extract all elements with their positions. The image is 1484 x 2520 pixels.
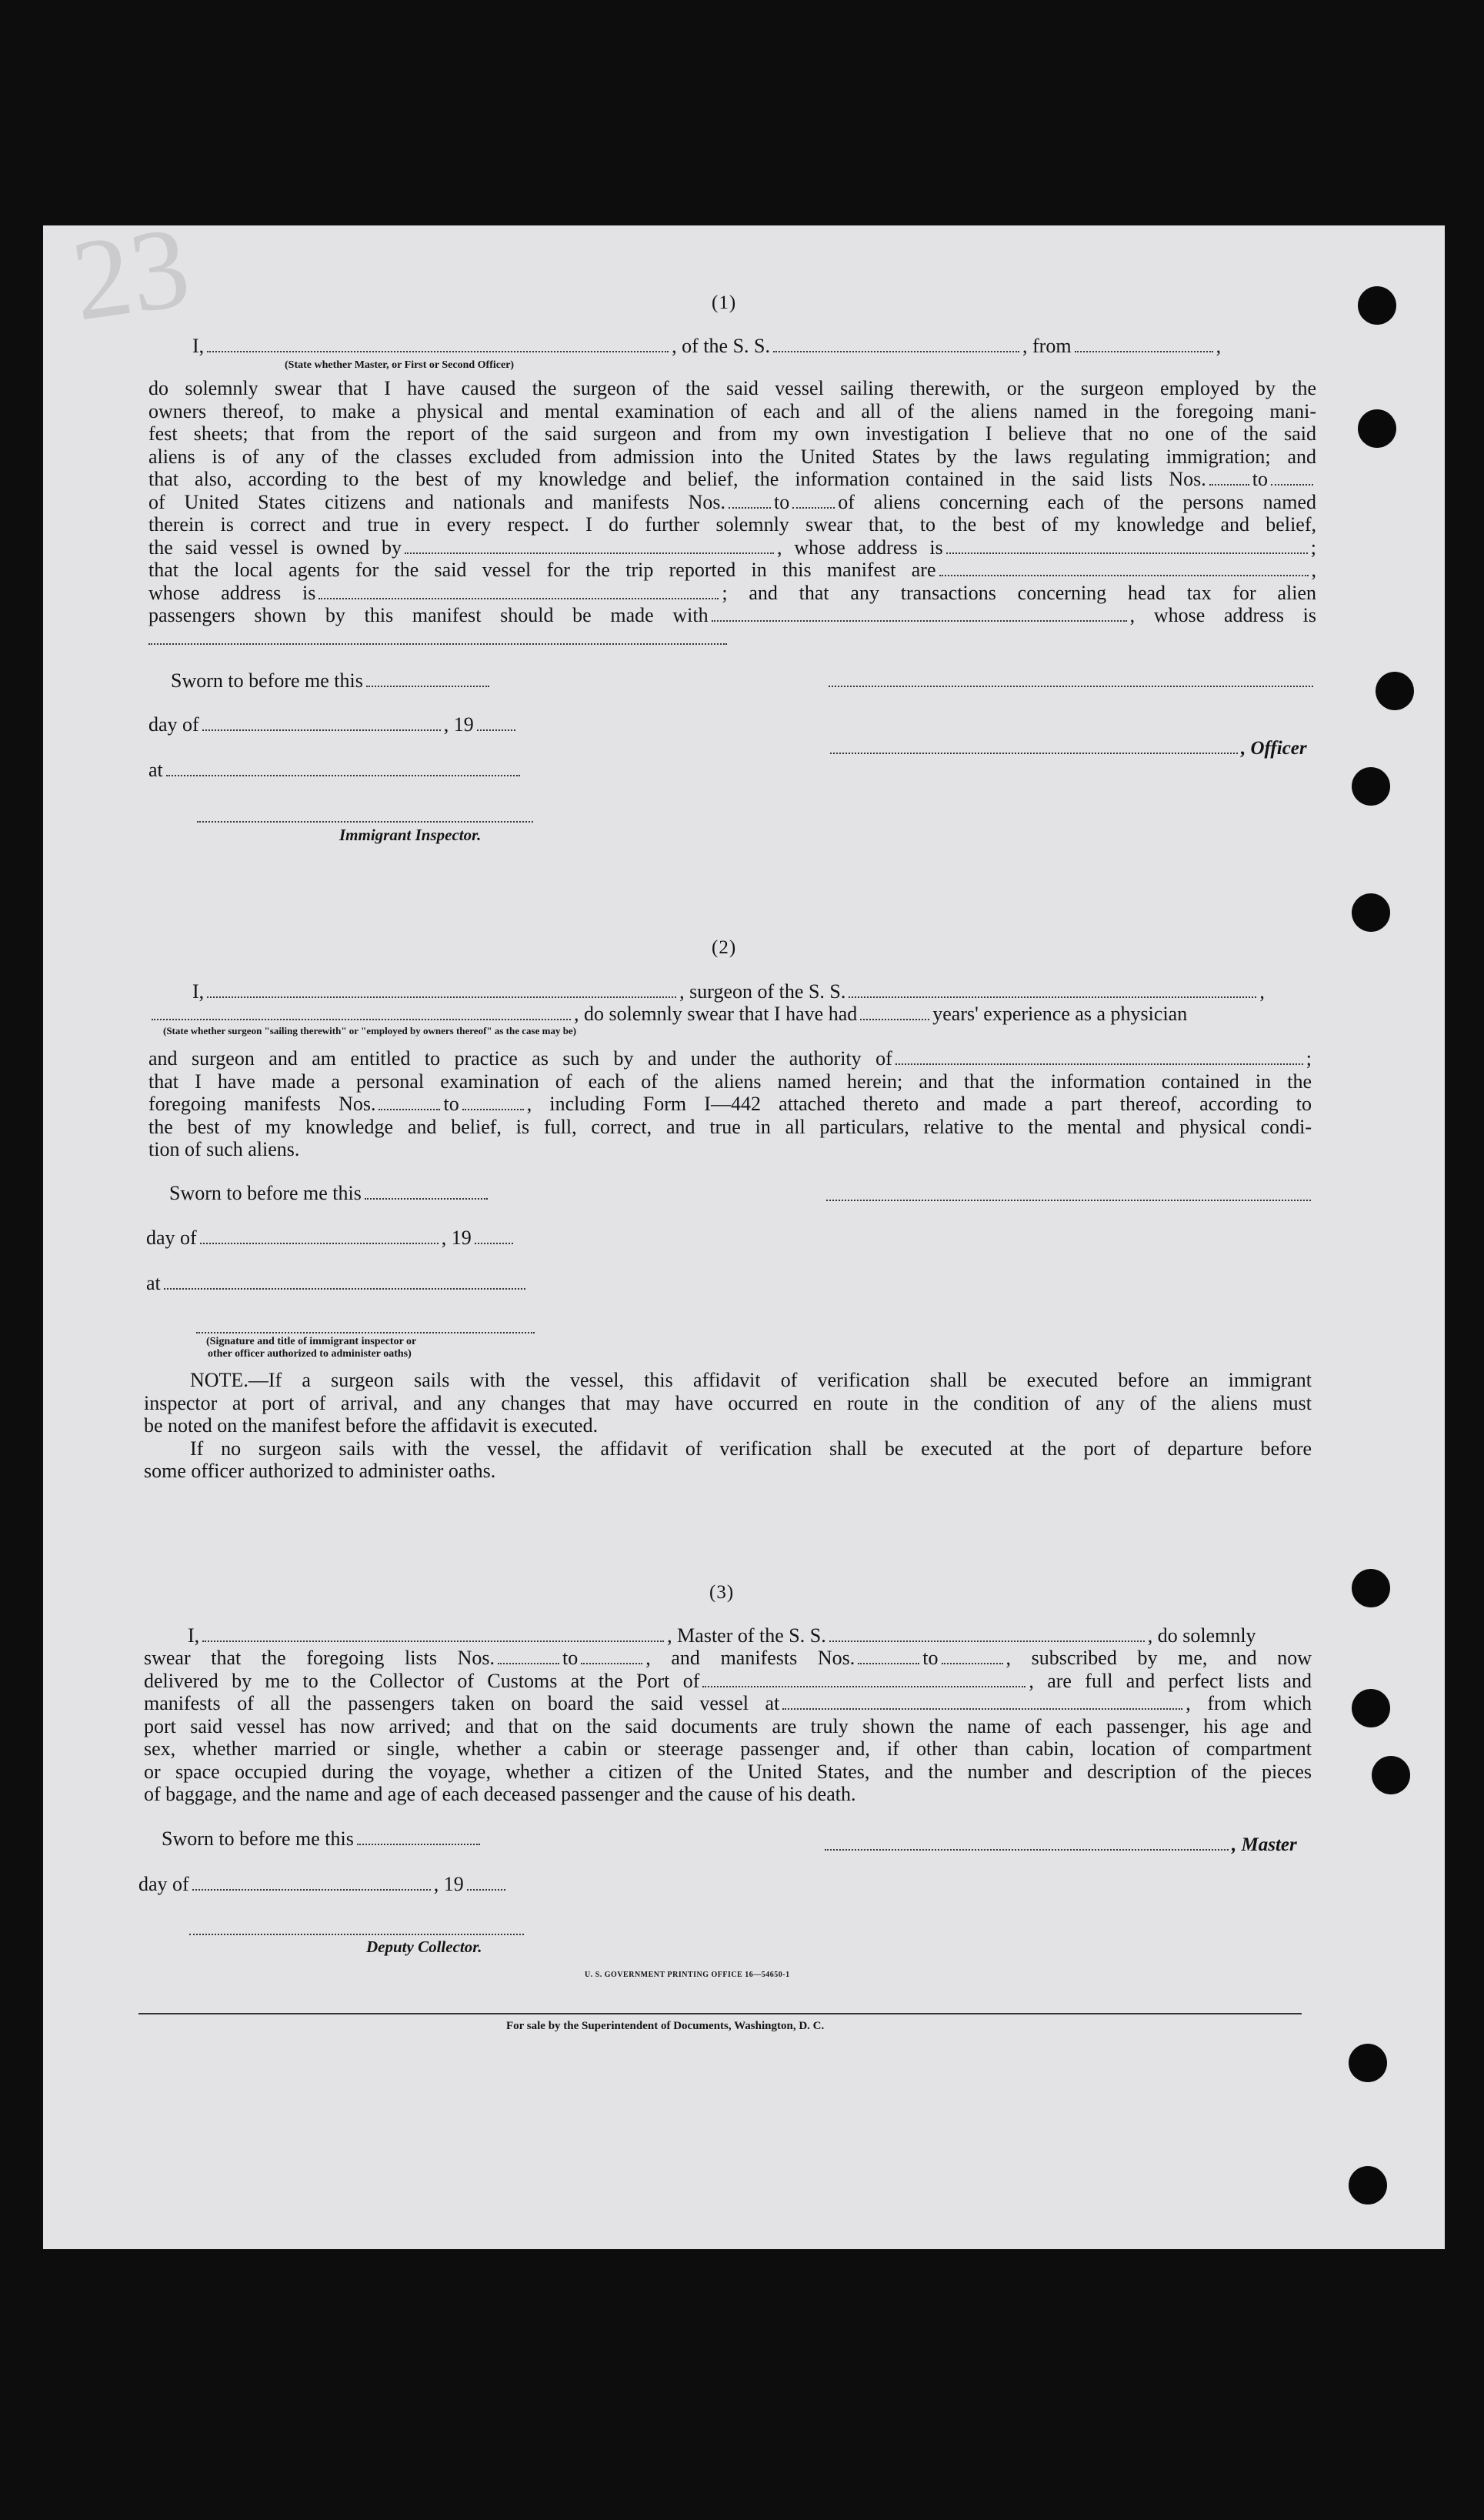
section-3-line-1 [188, 1624, 1256, 1647]
owner-address-blank[interactable] [946, 552, 1308, 554]
master-of-label: , Master of the S. S. [667, 1624, 826, 1647]
sworn-label: Sworn to before me this [169, 1182, 362, 1204]
body-line [148, 559, 1316, 582]
section-2-line-1 [192, 980, 1265, 1003]
to-label: to [922, 1647, 939, 1669]
punch-hole [1372, 1756, 1410, 1794]
section-1-day [148, 713, 519, 736]
body-line [148, 536, 1316, 559]
year-blank[interactable] [475, 1242, 513, 1244]
comma: , [1259, 980, 1265, 1003]
punch-hole [1376, 672, 1414, 710]
body-text: ; [1306, 1047, 1312, 1070]
section-1-body [148, 377, 1316, 627]
years-blank[interactable] [860, 1018, 929, 1020]
body-text: ; [1310, 536, 1316, 559]
swear-label: , do solemnly swear that I have had [574, 1003, 858, 1025]
officer-signature-blank[interactable] [830, 752, 1238, 754]
master-line [822, 1833, 1297, 1857]
body-line: owners thereof, to make a physical and mental examination of each and all of the aliens named in the foregoing mani- [148, 399, 1316, 422]
at-label: at [146, 1272, 161, 1294]
day-of-label: day of [146, 1227, 197, 1249]
manifests-to-blank[interactable] [462, 1108, 524, 1110]
note-line: If no surgeon sails with the vessel, the affidavit of verification shall be executed at the port of departure before [190, 1437, 1312, 1460]
inspector-title: Immigrant Inspector. [339, 826, 482, 844]
body-text: , whose address is [1129, 604, 1316, 626]
body-text: , including Form I—442 attached thereto and made a part thereof, according to [526, 1093, 1312, 1115]
punch-hole [1352, 1689, 1390, 1727]
section-1-line-1 [192, 335, 1221, 358]
punch-hole [1349, 2044, 1387, 2082]
master-signature-blank[interactable] [825, 1848, 1229, 1851]
years-label: years' experience as a physician [932, 1003, 1188, 1025]
ship-name-blank[interactable] [773, 350, 1019, 352]
section-3-body [144, 1647, 1312, 1806]
body-text: , whose address is [777, 536, 943, 559]
body-text: and surgeon and am entitled to practice as such by and under the authority of [148, 1047, 892, 1070]
place-blank[interactable] [164, 1287, 525, 1290]
place-blank[interactable] [166, 774, 520, 776]
body-line [144, 1692, 1312, 1715]
body-line: the best of my knowledge and belief, is full, correct, and true in all particulars, relative to the mental and physical condi- [148, 1115, 1312, 1138]
officer-line [827, 736, 1307, 760]
body-text: ; and that any transactions concerning head tax for alien [722, 581, 1316, 604]
punch-hole [1352, 767, 1390, 806]
note-line: be noted on the manifest before the affidavit is executed. [144, 1414, 599, 1437]
pronoun-i: I, [188, 1624, 200, 1647]
punch-hole [1352, 1569, 1390, 1607]
body-line: fest sheets; that from the report of the said surgeon and from my own investigation I believe that no one of the said [148, 422, 1316, 445]
printing-office-imprint: U. S. GOVERNMENT PRINTING OFFICE 16—54650-1 [585, 1971, 790, 1979]
lists-from-blank[interactable] [1209, 483, 1249, 486]
deputy-title: Deputy Collector. [366, 1938, 482, 1956]
body-line [144, 1647, 1312, 1670]
note-line: some officer authorized to administer oaths. [144, 1460, 496, 1482]
departure-port-blank[interactable] [782, 1707, 1182, 1710]
day-of-label: day of [148, 713, 199, 736]
comma: , [1216, 335, 1222, 357]
lists-from-blank[interactable] [498, 1662, 559, 1664]
body-line: or space occupied during the voyage, whether a citizen of the United States, and the number and description of the pieces [144, 1760, 1312, 1783]
month-blank[interactable] [200, 1242, 439, 1244]
sworn-label: Sworn to before me this [162, 1827, 354, 1850]
agents-blank[interactable] [939, 574, 1309, 576]
do-solemnly-label: , do solemnly [1147, 1624, 1256, 1647]
punch-hole [1358, 409, 1396, 448]
year-label: , 19 [433, 1873, 464, 1895]
note-line: NOTE.—If a surgeon sails with the vessel, this affidavit of verification shall be executed before an immigrant [190, 1369, 1312, 1391]
body-line [148, 582, 1316, 605]
year-blank[interactable] [467, 1888, 505, 1891]
section-2-body [148, 1047, 1312, 1161]
section-3-number: (3) [709, 1582, 735, 1603]
agents-address-blank[interactable] [318, 597, 719, 599]
body-line [144, 1670, 1312, 1693]
body-line: do solemnly swear that I have caused the surgeon of the said vessel sailing therewith, or the surgeon employed by the [148, 377, 1316, 399]
body-line: tion of such aliens. [148, 1138, 300, 1160]
surgeon-of-label: , surgeon of the S. S. [679, 980, 846, 1003]
body-text: delivered by me to the Collector of Customs at the Port of [144, 1669, 700, 1692]
body-line [148, 604, 1316, 627]
manifests-to-blank[interactable] [942, 1662, 1003, 1664]
owner-blank[interactable] [405, 552, 774, 554]
body-line: that I have made a personal examination of each of the aliens named herein; and that the information contained in the [148, 1070, 1312, 1093]
head-tax-party-blank[interactable] [712, 619, 1127, 622]
surgeon-name-blank[interactable] [207, 996, 676, 998]
section-2-at [146, 1272, 529, 1295]
section-2-day [146, 1227, 516, 1250]
punch-hole [1349, 2166, 1387, 2205]
section-3-day [138, 1873, 509, 1896]
ship-name-blank[interactable] [849, 996, 1256, 998]
punch-hole [1352, 893, 1390, 932]
sworn-date-blank[interactable] [365, 1197, 488, 1200]
body-text: that the local agents for the said vessel for the trip reported in this manifest are [148, 559, 936, 581]
to-label: to [1252, 468, 1268, 490]
master-name-blank[interactable] [202, 1640, 664, 1642]
body-text: , [1311, 559, 1316, 581]
section-2-number: (2) [712, 937, 737, 958]
section-2-note [144, 1369, 1312, 1483]
section-2-line-2 [148, 1003, 1187, 1026]
officer-signature-line[interactable] [196, 1331, 535, 1333]
body-line: sex, whether married or single, whether a cabin or steerage passenger and, if other than cabin, location of compartment [144, 1737, 1312, 1760]
body-text: passengers shown by this manifest should be made with [148, 604, 709, 626]
port-blank[interactable] [702, 1685, 1025, 1687]
signature-caption-1: (Signature and title of immigrant inspector or [206, 1336, 417, 1347]
body-text: , from which [1186, 1692, 1312, 1714]
section-1-at [148, 759, 523, 782]
sworn-date-blank[interactable] [357, 1843, 480, 1845]
body-line [148, 1093, 1312, 1116]
sworn-label: Sworn to before me this [171, 669, 363, 692]
to-label: to [773, 490, 790, 513]
note-line: inspector at port of arrival, and any changes that may have occurred en route in the condition of any of the aliens must [144, 1391, 1312, 1414]
punch-hole [1358, 286, 1396, 325]
body-line: therein is correct and true in every respect. I do further solemnly swear that, to the best of my knowledge and belief, [148, 513, 1316, 536]
section-1-sworn [171, 669, 492, 693]
body-line [148, 1047, 1312, 1070]
body-text: of United States citizens and nationals and manifests Nos. [148, 490, 725, 513]
section-1-number: (1) [712, 292, 737, 313]
body-text: whose address is [148, 581, 316, 604]
surgeon-caption: (State whether surgeon "sailing therewith" or "employed by owners thereof" as the case may be) [163, 1025, 577, 1036]
footer-rule [138, 2012, 1302, 2014]
pronoun-i: I, [192, 980, 205, 1003]
officer-signature-line-1[interactable] [829, 685, 1313, 687]
body-line [148, 491, 1316, 514]
body-text: , subscribed by me, and now [1005, 1647, 1312, 1669]
manifests-from-blank[interactable] [858, 1662, 919, 1664]
authority-blank[interactable] [895, 1063, 1303, 1065]
body-line: port said vessel has now arrived; and that on the said documents are truly shown the name of each passenger, his age and [144, 1714, 1312, 1737]
year-label: , 19 [443, 713, 474, 736]
sale-notice: For sale by the Superintendent of Documents, Washington, D. C. [506, 2020, 825, 2032]
master-label: , Master [1232, 1834, 1297, 1855]
year-label: , 19 [441, 1227, 472, 1249]
manifests-from-blank[interactable] [379, 1108, 440, 1110]
lists-to-blank[interactable] [581, 1662, 642, 1664]
body-line [148, 468, 1316, 491]
manifests-to-blank[interactable] [792, 506, 835, 509]
at-label: at [148, 759, 163, 781]
day-of-label: day of [138, 1873, 189, 1895]
lists-to-blank[interactable] [1271, 483, 1313, 486]
inspector-signature-line[interactable] [197, 820, 533, 823]
surgeon-status-blank[interactable] [152, 1018, 571, 1020]
body-text: manifests of all the passengers taken on board the said vessel at [144, 1692, 780, 1714]
manifests-from-blank[interactable] [729, 506, 771, 509]
ship-name-blank[interactable] [829, 1640, 1145, 1642]
body-text: swear that the foregoing lists Nos. [144, 1647, 495, 1669]
body-text: the said vessel is owned by [148, 536, 402, 559]
handwritten-page-number: 23 [65, 202, 197, 345]
officer-caption: (State whether Master, or First or Second Officer) [285, 359, 515, 371]
of-ss-label: , of the S. S. [672, 335, 771, 357]
signature-caption-2: other officer authorized to administer oaths) [208, 1348, 412, 1360]
month-blank[interactable] [202, 729, 441, 731]
body-text: , and manifests Nos. [645, 1647, 855, 1669]
body-text: that also, according to the best of my knowledge and belief, the information contained in the said lists Nos. [148, 468, 1206, 490]
to-label: to [443, 1093, 459, 1115]
year-blank[interactable] [477, 729, 515, 731]
from-port-blank[interactable] [1075, 350, 1213, 352]
body-line: aliens is of any of the classes excluded from admission into the United States by the laws regulating immigration; and [148, 445, 1316, 468]
section-3-sworn [162, 1827, 483, 1851]
officer-label: , Officer [1241, 738, 1307, 759]
body-text: , are full and perfect lists and [1029, 1669, 1312, 1692]
section-2-sworn [169, 1182, 491, 1205]
sworn-date-blank[interactable] [366, 685, 489, 687]
month-blank[interactable] [192, 1888, 431, 1891]
address-continuation-blank[interactable] [148, 643, 727, 645]
pronoun-i: I, [192, 335, 205, 357]
body-line: of baggage, and the name and age of each deceased passenger and the cause of his death. [144, 1783, 856, 1805]
from-label: , from [1022, 335, 1072, 357]
surgeon-signature-line[interactable] [826, 1199, 1311, 1201]
officer-name-blank[interactable] [207, 350, 669, 352]
body-text: of aliens concerning each of the persons named [838, 490, 1316, 513]
to-label: to [562, 1647, 579, 1669]
body-text: foregoing manifests Nos. [148, 1093, 376, 1115]
